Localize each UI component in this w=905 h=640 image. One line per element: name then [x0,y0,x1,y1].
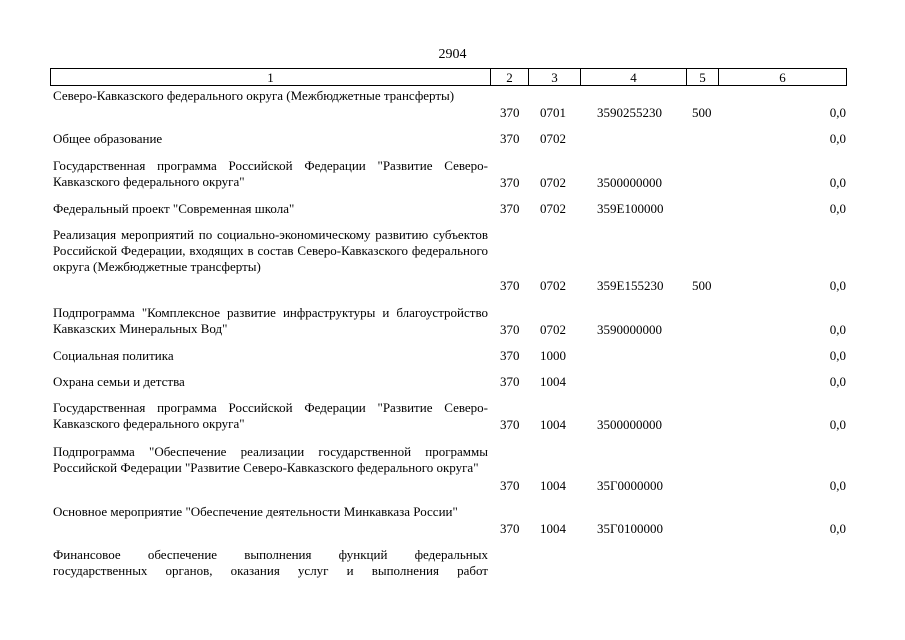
row-amount: 0,0 [829,322,846,337]
header-col-6: 6 [719,69,847,86]
row-section-code: 1004 [540,417,566,432]
row-amount: 0,0 [829,105,846,120]
row-name: Государственная программа Российской Федерации "Развитие Северо-Кавказского федерального округа" [53,158,488,189]
row-admin-code: 370 [500,278,520,293]
row-section-code: 1004 [540,374,566,389]
header-col-1: 1 [51,69,491,86]
row-section-code: 1000 [540,348,566,363]
row-amount: 0,0 [829,175,846,190]
row-section-code: 0702 [540,201,566,216]
row-name: Реализация мероприятий по социально-экономическому развитию субъектов Российской Федерации, входящих в состав Северо-Кавказского федерального округа (Межбюджетные трансферты) [53,227,488,274]
row-admin-code: 370 [500,374,520,389]
row-amount: 0,0 [829,478,846,493]
row-amount: 0,0 [829,374,846,389]
row-amount: 0,0 [829,278,846,293]
row-section-code: 0702 [540,278,566,293]
row-target-code: 3500000000 [597,417,662,432]
row-admin-code: 370 [500,105,520,120]
row-amount: 0,0 [829,521,846,536]
row-admin-code: 370 [500,131,520,146]
row-name: Федеральный проект "Современная школа" [53,201,295,216]
row-name: Северо-Кавказского федерального округа (Межбюджетные трансферты) [53,88,455,103]
row-target-code: 359Е155230 [597,278,664,293]
row-section-code: 0702 [540,322,566,337]
row-name: Основное мероприятие "Обеспечение деятельности Минкавказа России" [53,504,458,519]
row-section-code: 0701 [540,105,566,120]
header-col-3: 3 [529,69,581,86]
header-row [51,69,847,86]
row-target-code: 359Е100000 [597,201,664,216]
row-name: Охрана семьи и детства [53,374,185,389]
row-admin-code: 370 [500,417,520,432]
row-admin-code: 370 [500,521,520,536]
row-name: Подпрограмма "Комплексное развитие инфраструктуры и благоустройство Кавказских Минеральных Вод" [53,305,488,336]
row-admin-code: 370 [500,348,520,363]
row-section-code: 1004 [540,478,566,493]
row-target-code: 3500000000 [597,175,662,190]
page-number: 2904 [438,47,467,62]
row-target-code: 35Г0000000 [597,478,664,493]
row-name: Государственная программа Российской Федерации "Развитие Северо-Кавказского федерального округа" [53,400,488,431]
header-col-5: 5 [687,69,719,86]
row-amount: 0,0 [829,201,846,216]
row-amount: 0,0 [829,348,846,363]
row-expense-type-code: 500 [692,278,712,293]
row-name: Подпрограмма "Обеспечение реализации государственной программы Российской Федерации "Развитие Северо-Кавказского федерального округа" [53,444,488,475]
row-section-code: 0702 [540,131,566,146]
row-name: Общее образование [53,131,163,146]
row-amount: 0,0 [829,417,846,432]
row-target-code: 3590255230 [597,105,662,120]
column-number-header [50,68,847,86]
row-section-code: 0702 [540,175,566,190]
header-col-4: 4 [581,69,687,86]
row-expense-type-code: 500 [692,105,712,120]
row-target-code: 35Г0100000 [597,521,664,536]
header-col-2: 2 [491,69,529,86]
row-admin-code: 370 [500,478,520,493]
row-name: Социальная политика [53,348,174,363]
row-admin-code: 370 [500,175,520,190]
row-admin-code: 370 [500,201,520,216]
row-amount: 0,0 [829,131,846,146]
row-section-code: 1004 [540,521,566,536]
row-admin-code: 370 [500,322,520,337]
row-target-code: 3590000000 [597,322,662,337]
row-name: Финансовое обеспечение выполнения функций федеральных государственных органов, оказания услуг и выполнения работ [53,547,488,578]
